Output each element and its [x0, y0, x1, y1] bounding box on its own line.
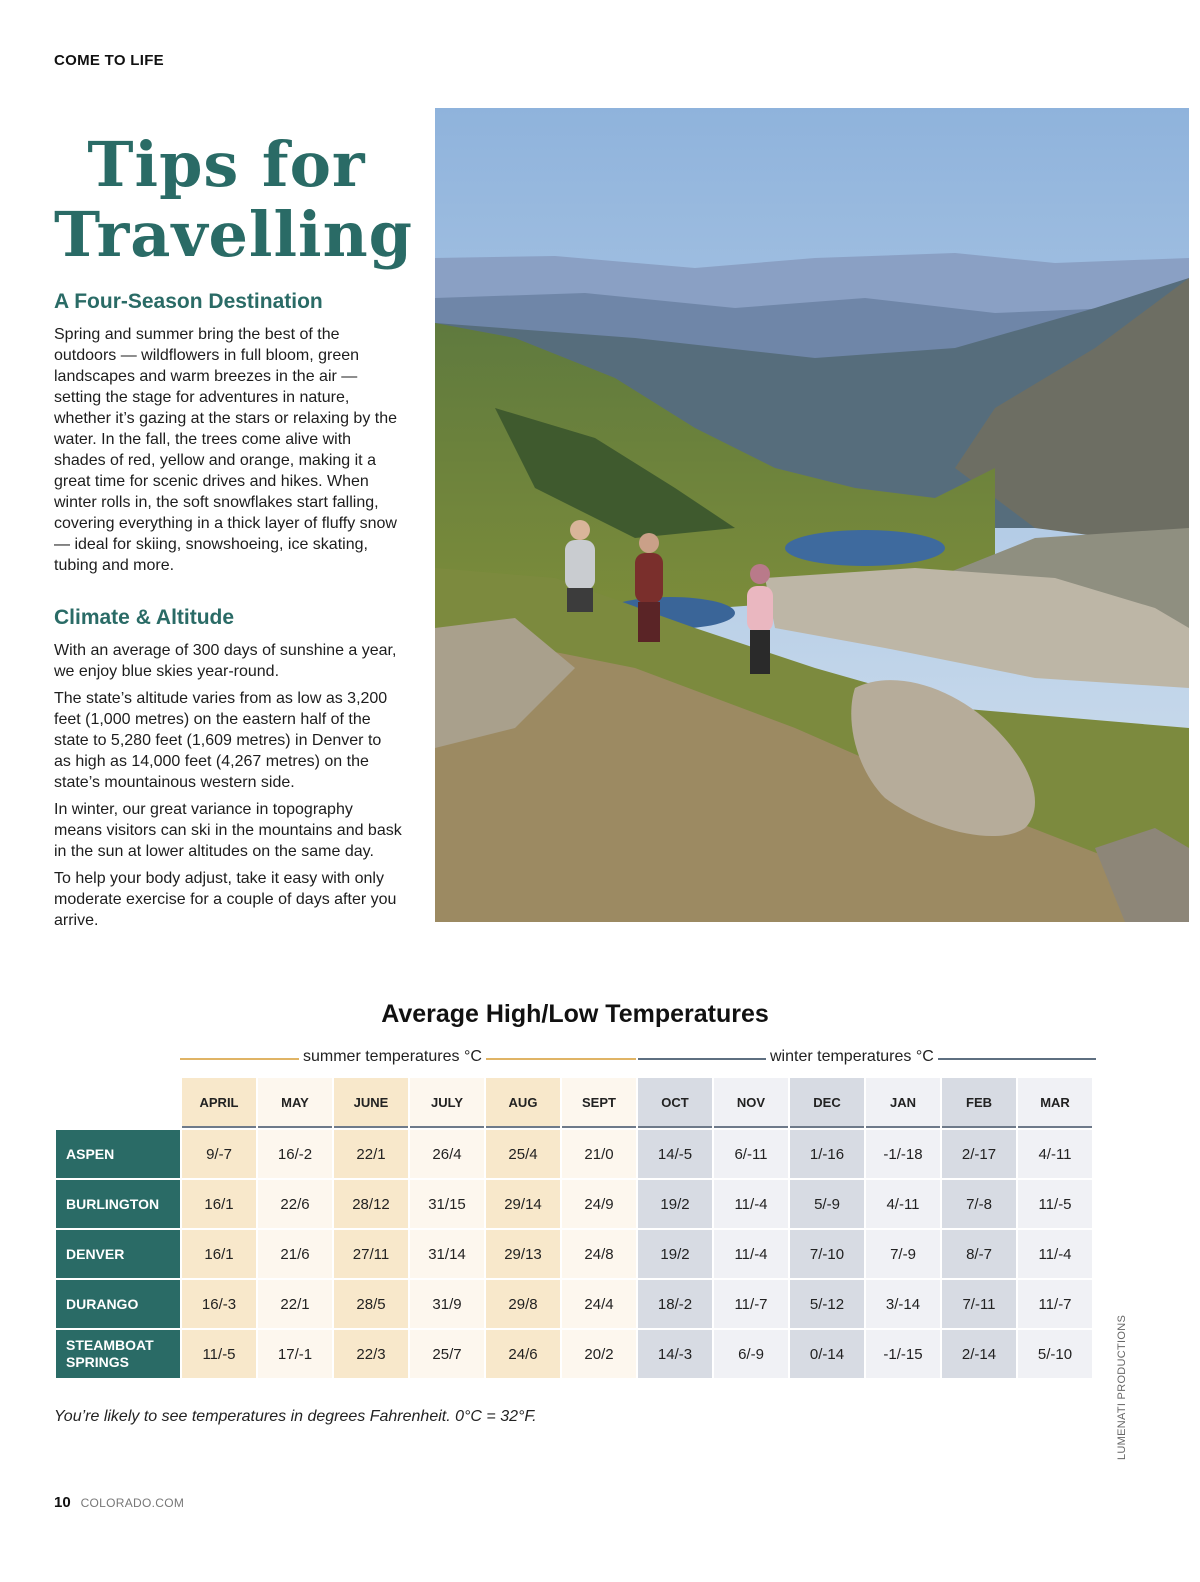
temperature-cell: 6/-9: [714, 1330, 788, 1378]
temperature-cell: 29/13: [486, 1230, 560, 1278]
temperature-cell: 11/-4: [714, 1180, 788, 1228]
temperature-cell: 11/-5: [1018, 1180, 1092, 1228]
temperature-cell: 21/6: [258, 1230, 332, 1278]
temperature-cell: 5/-12: [790, 1280, 864, 1328]
month-header: AUG: [486, 1078, 560, 1128]
month-header: SEPT: [562, 1078, 636, 1128]
climate-paragraph-3: In winter, our great variance in topography means visitors can ski in the mountains and bask in the sun at lower altitudes on the same day.: [54, 801, 402, 860]
table-corner: [56, 1078, 180, 1128]
title-line-2: Travelling: [54, 198, 414, 271]
temperature-cell: 11/-7: [1018, 1280, 1092, 1328]
temperature-cell: 11/-4: [1018, 1230, 1092, 1278]
temperature-footnote: You’re likely to see temperatures in degrees Fahrenheit. 0°C = 32°F.: [54, 1408, 537, 1425]
four-season-paragraph: Spring and summer bring the best of the outdoors — wildflowers in full bloom, green landscapes and warm breezes in the air — setting the stage for adventures in nature, whether it’s gazing at the stars or relaxing by the water. In the fall, the trees come alive with shades of red, yellow and orange, making it a great time for scenic drives and hikes. When winter rolls in, the soft snowflakes start falling, covering everything in a thick layer of fluffy snow — ideal for skiing, snowshoeing, ice skating, tubing and more.: [54, 326, 397, 574]
city-label: BURLINGTON: [56, 1180, 180, 1228]
temperature-cell: 16/1: [182, 1230, 256, 1278]
temperature-cell: 5/-10: [1018, 1330, 1092, 1378]
temperatures-title: Average High/Low Temperatures: [381, 1000, 769, 1028]
temperature-cell: 25/4: [486, 1130, 560, 1178]
temperature-cell: 4/-11: [866, 1180, 940, 1228]
temperature-cell: 24/4: [562, 1280, 636, 1328]
city-label: ASPEN: [56, 1130, 180, 1178]
city-label: STEAMBOAT SPRINGS: [56, 1330, 180, 1378]
climate-paragraph-4: To help your body adjust, take it easy with only moderate exercise for a couple of days after you arrive.: [54, 870, 397, 929]
temperature-cell: 24/9: [562, 1180, 636, 1228]
month-header: NOV: [714, 1078, 788, 1128]
temperature-cell: 16/-3: [182, 1280, 256, 1328]
table-row: [56, 1230, 1092, 1278]
temperature-cell: 31/15: [410, 1180, 484, 1228]
temperature-cell: 3/-14: [866, 1280, 940, 1328]
month-header: MAY: [258, 1078, 332, 1128]
city-label: DENVER: [56, 1230, 180, 1278]
temperature-cell: 19/2: [638, 1230, 712, 1278]
temperature-cell: 2/-14: [942, 1330, 1016, 1378]
footer-website: COLORADO.COM: [80, 1496, 185, 1510]
table-row: [56, 1330, 1092, 1378]
temperature-cell: 25/7: [410, 1330, 484, 1378]
table-row: [56, 1130, 1092, 1178]
temperature-cell: 5/-9: [790, 1180, 864, 1228]
title-line-1: Tips for: [87, 128, 366, 201]
temperature-cell: 29/8: [486, 1280, 560, 1328]
month-header: JAN: [866, 1078, 940, 1128]
photo-credit: LUMENATI PRODUCTIONS: [1116, 1314, 1128, 1460]
month-header: JUNE: [334, 1078, 408, 1128]
month-header: OCT: [638, 1078, 712, 1128]
climate-paragraph-1: With an average of 300 days of sunshine a year, we enjoy blue skies year-round.: [54, 642, 397, 680]
temperature-cell: 9/-7: [182, 1130, 256, 1178]
temperature-cell: 22/3: [334, 1330, 408, 1378]
temperature-cell: 4/-11: [1018, 1130, 1092, 1178]
month-header: JULY: [410, 1078, 484, 1128]
month-header: MAR: [1018, 1078, 1092, 1128]
temperature-cell: 7/-10: [790, 1230, 864, 1278]
winter-temperatures-label: winter temperatures °C: [766, 1048, 938, 1066]
temperature-cell: 22/1: [258, 1280, 332, 1328]
temperature-cell: 26/4: [410, 1130, 484, 1178]
temperature-cell: 6/-11: [714, 1130, 788, 1178]
temperature-cell: 20/2: [562, 1330, 636, 1378]
photo-illustration: [435, 108, 1189, 922]
temperature-cell: 24/6: [486, 1330, 560, 1378]
temperature-cell: 11/-5: [182, 1330, 256, 1378]
climate-heading: Climate & Altitude: [54, 606, 235, 629]
temperature-cell: 31/14: [410, 1230, 484, 1278]
summer-temperatures-label: summer temperatures °C: [299, 1048, 486, 1066]
temperature-cell: 17/-1: [258, 1330, 332, 1378]
table-row: [56, 1280, 1092, 1328]
temperature-cell: 11/-4: [714, 1230, 788, 1278]
city-label: DURANGO: [56, 1280, 180, 1328]
temperature-cell: 0/-14: [790, 1330, 864, 1378]
page-number: 10: [54, 1494, 71, 1511]
temperature-cell: 16/1: [182, 1180, 256, 1228]
temperature-cell: 7/-9: [866, 1230, 940, 1278]
temperature-cell: 21/0: [562, 1130, 636, 1178]
temperature-cell: 7/-8: [942, 1180, 1016, 1228]
temperature-cell: 24/8: [562, 1230, 636, 1278]
temperature-cell: 28/5: [334, 1280, 408, 1328]
month-header: APRIL: [182, 1078, 256, 1128]
section-label: COME TO LIFE: [54, 52, 164, 69]
temperature-cell: 22/6: [258, 1180, 332, 1228]
temperature-cell: 19/2: [638, 1180, 712, 1228]
month-header: FEB: [942, 1078, 1016, 1128]
temperature-cell: 27/11: [334, 1230, 408, 1278]
temperature-cell: 29/14: [486, 1180, 560, 1228]
month-header: DEC: [790, 1078, 864, 1128]
temperatures-table: [54, 1076, 1094, 1380]
temperature-cell: 1/-16: [790, 1130, 864, 1178]
temperature-cell: 11/-7: [714, 1280, 788, 1328]
temperature-cell: 7/-11: [942, 1280, 1016, 1328]
four-season-heading: A Four-Season Destination: [54, 290, 323, 313]
article-text: [54, 288, 402, 937]
hikers-mountain-photo: [435, 108, 1189, 922]
temperature-cell: 22/1: [334, 1130, 408, 1178]
temperature-cell: 8/-7: [942, 1230, 1016, 1278]
table-header-row: [56, 1078, 1092, 1128]
temperature-cell: 31/9: [410, 1280, 484, 1328]
temperature-cell: 2/-17: [942, 1130, 1016, 1178]
temperature-cell: 18/-2: [638, 1280, 712, 1328]
temperature-cell: 14/-3: [638, 1330, 712, 1378]
temperature-cell: 16/-2: [258, 1130, 332, 1178]
climate-paragraph-2: The state’s altitude varies from as low as 3,200 feet (1,000 metres) on the eastern half of the state to 5,280 feet (1,609 metres) in Denver to as high as 14,000 feet (4,267 metres) on the state’s mountainous western side.: [54, 690, 388, 791]
page-title: [54, 128, 414, 271]
temperature-cell: 28/12: [334, 1180, 408, 1228]
page-footer: [54, 1494, 184, 1511]
table-row: [56, 1180, 1092, 1228]
temperature-cell: 14/-5: [638, 1130, 712, 1178]
temperature-cell: -1/-15: [866, 1330, 940, 1378]
temperature-cell: -1/-18: [866, 1130, 940, 1178]
